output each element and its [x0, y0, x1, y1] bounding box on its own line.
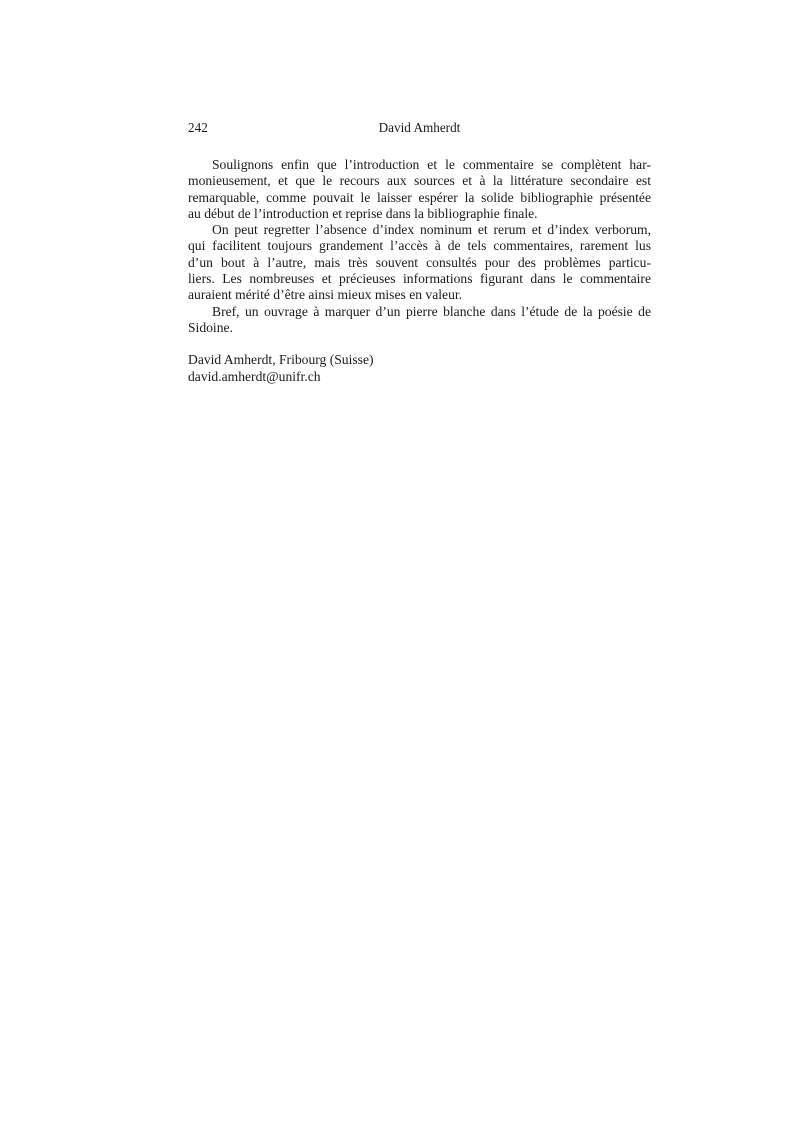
text-line: remarquable, comme pouvait le laisser espérer la solide bibliographie présentée: [188, 189, 651, 205]
page-number: 242: [188, 120, 208, 135]
author-email[interactable]: david.amherdt@unifr.ch: [188, 368, 321, 384]
text-line: Bref, un ouvrage à marquer d’un pierre blanche dans l’étude de la poésie de: [212, 303, 651, 319]
text-line: Sidoine.: [188, 319, 233, 335]
running-title: David Amherdt: [378, 120, 461, 135]
author-signature: [188, 352, 651, 385]
text-line: On peut regretter l’absence d’index nominum et rerum et d’index verborum,: [212, 222, 651, 238]
paragraph-summary: [188, 304, 651, 337]
text-line: monieusement, et que le recours aux sources et à la littérature secondaire est: [188, 173, 651, 189]
running-head: [188, 119, 651, 137]
text-line: au début de l’introduction et reprise dans la bibliographie finale.: [188, 205, 538, 221]
page: [188, 119, 651, 385]
text-line: auraient mérité d’être ainsi mieux mises en valeur.: [188, 287, 463, 303]
body-text: [188, 157, 651, 336]
text-line: liers. Les nombreuses et précieuses informations figurant dans le commentaire: [188, 271, 651, 287]
paragraph-conclusion-sources: [188, 157, 651, 222]
paragraph-index-regret: [188, 222, 651, 303]
text-line: Soulignons enfin que l’introduction et le commentaire se complètent har-: [212, 157, 651, 172]
text-line: qui facilitent toujours grandement l’accès à de tels commentaires, rarement lus: [188, 238, 651, 254]
text-line: d’un bout à l’autre, mais très souvent consultés pour des problèmes particu-: [188, 254, 651, 270]
author-name-location: David Amherdt, Fribourg (Suisse): [188, 352, 374, 368]
